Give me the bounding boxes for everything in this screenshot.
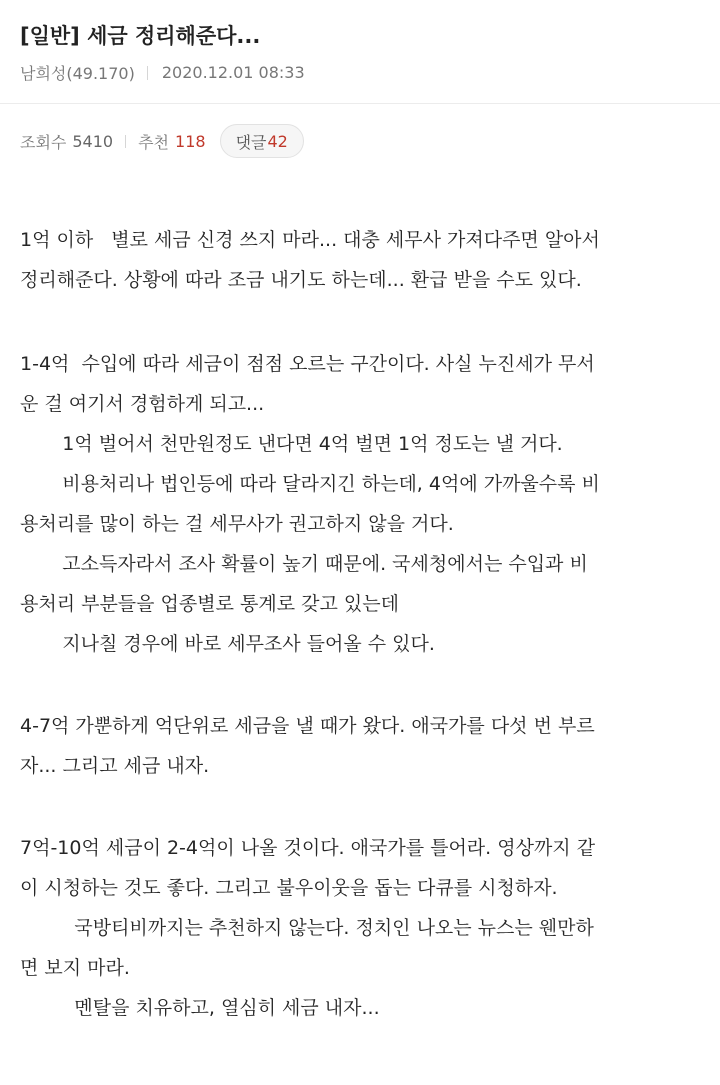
comments-button[interactable] (220, 124, 304, 158)
body-line: 용처리 부분들을 업종별로 통계로 갖고 있는데 (20, 593, 399, 615)
recommend-label: 추천 (138, 132, 170, 152)
post-stats (20, 124, 304, 158)
body-line: 1억 벌어서 천만원정도 낸다면 4억 벌면 1억 정도는 낼 거다. (20, 433, 563, 455)
body-line: 4-7억 가뿐하게 억단위로 세금을 낼 때가 왔다. 애국가를 다섯 번 부르 (20, 715, 595, 737)
body-line: 자... 그리고 세금 내자. (20, 755, 210, 777)
views-label: 조회수 (20, 132, 67, 152)
body-line: 운 걸 여기서 경험하게 되고... (20, 393, 265, 415)
views-count: 5410 (72, 131, 114, 151)
body-line: 비용처리나 법인등에 따라 달라지긴 하는데, 4억에 가까울수록 비 (20, 473, 600, 495)
body-line: 면 보지 마라. (20, 957, 130, 979)
paragraph-gap (20, 786, 708, 828)
post-body (20, 220, 708, 1028)
body-line: 이 시청하는 것도 좋다. 그리고 불우이웃을 돕는 다큐를 시청하자. (20, 877, 558, 899)
meta-divider (147, 66, 148, 80)
body-line: 지나칠 경우에 바로 세무조사 들어올 수 있다. (20, 633, 435, 655)
recommend-count: 118 (175, 131, 206, 151)
comments-count: 42 (267, 131, 288, 151)
body-line: 1억 이하 별로 세금 신경 쓰지 마라... 대충 세무사 가져다주면 알아서 (20, 229, 600, 251)
paragraph-gap (20, 664, 708, 706)
paragraph-gap (20, 300, 708, 344)
author-name[interactable]: 남희성(49.170) (20, 64, 135, 83)
body-line: 국방티비까지는 추천하지 않는다. 정치인 나오는 뉴스는 웬만하 (20, 917, 594, 939)
body-line: 1-4억 수입에 따라 세금이 점점 오르는 구간이다. 사실 누진세가 무서 (20, 353, 595, 375)
comments-label: 댓글 (235, 132, 267, 152)
body-line: 정리해준다. 상황에 따라 조금 내기도 하는데... 환급 받을 수도 있다. (20, 269, 582, 291)
post-date: 2020.12.01 08:33 (161, 63, 305, 82)
post-title: [일반] 세금 정리해준다... (20, 24, 261, 48)
body-line: 7억-10억 세금이 2-4억이 나올 것이다. 애국가를 틀어라. 영상까지 같 (20, 837, 596, 859)
post-header (0, 0, 720, 104)
stats-divider (125, 135, 126, 148)
body-line: 고소득자라서 조사 확률이 높기 때문에. 국세청에서는 수입과 비 (20, 553, 588, 575)
body-line: 멘탈을 치유하고, 열심히 세금 내자... (20, 997, 380, 1019)
post-meta (20, 61, 305, 84)
body-line: 용처리를 많이 하는 걸 세무사가 권고하지 않을 거다. (20, 513, 454, 535)
